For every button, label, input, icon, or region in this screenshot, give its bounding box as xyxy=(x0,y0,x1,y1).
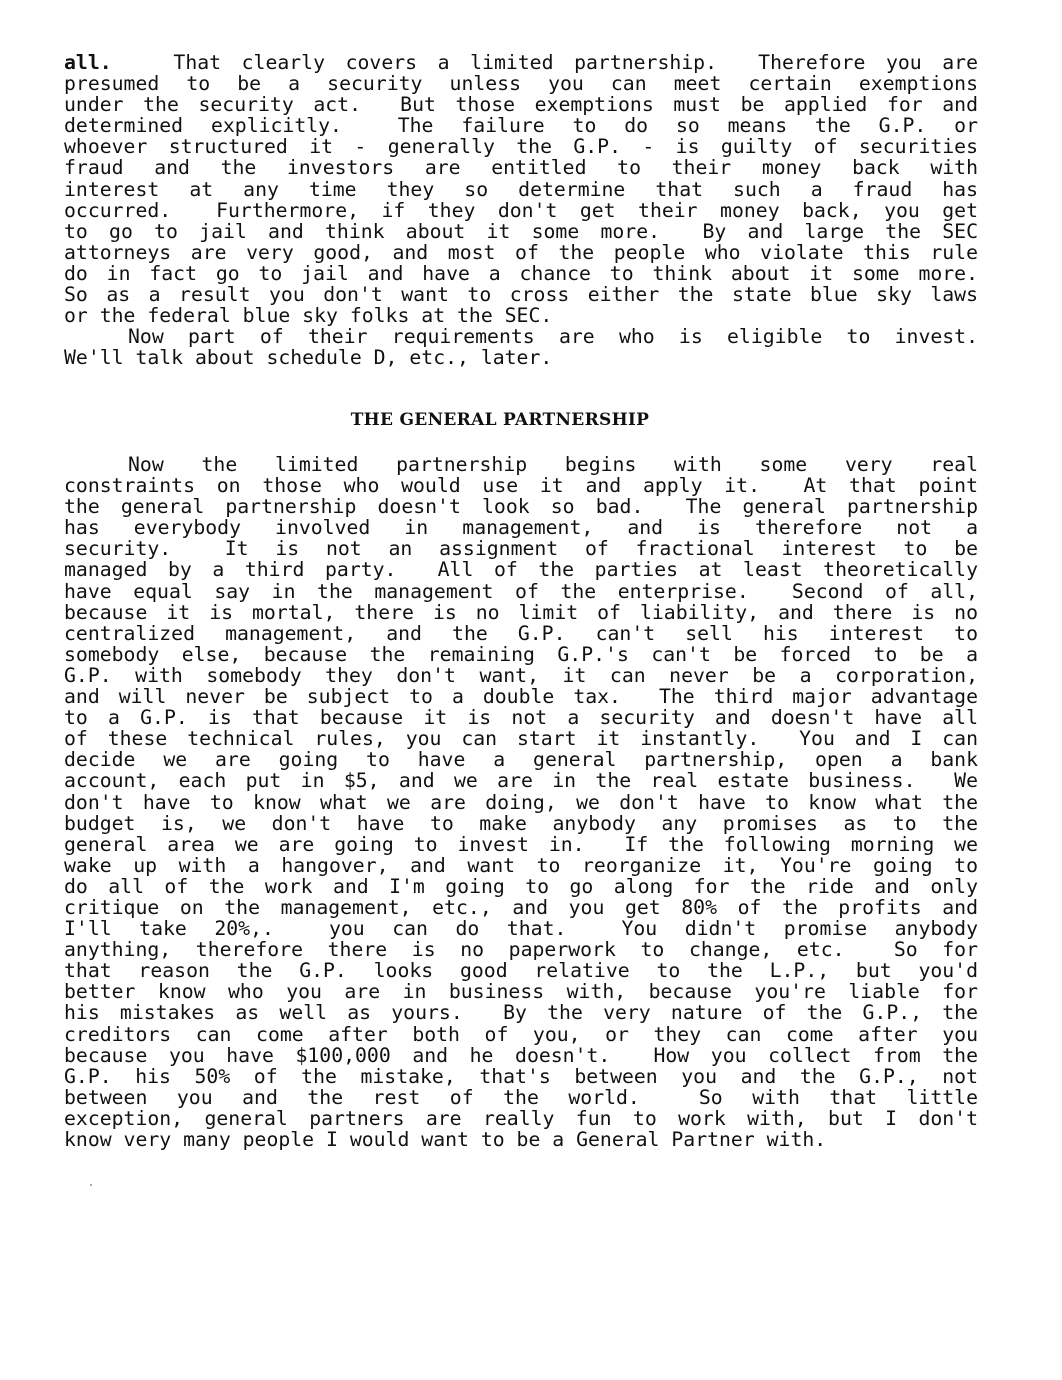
text-line: do all of the work and I'm going to go along for the ride and only xyxy=(64,875,978,897)
text-line: managed by a third party. All of the parties at least theoretically xyxy=(64,559,978,581)
text-line: the general partnership doesn't look so bad. The general partnership xyxy=(64,496,978,518)
text-line: G.P. his 50% of the mistake, that's between you and the G.P., not xyxy=(64,1065,978,1087)
text-line: anything, therefore there is no paperwork to change, etc. So for xyxy=(64,939,978,961)
text-line: that reason the G.P. looks good relative to the L.P., but you'd xyxy=(64,960,978,982)
text-line: do in fact go to jail and have a chance to think about it some more. xyxy=(64,262,978,285)
text-line: know very many people I would want to be a General Partner with. xyxy=(64,1129,827,1151)
text-line: budget is, we don't have to make anybody any promises as to the xyxy=(64,812,978,834)
text-line: determined explicitly. The failure to do so means the G.P. or xyxy=(64,115,978,137)
text-line: have equal say in the management of the enterprise. Second of all, xyxy=(64,580,978,602)
text-line: I'll take 20%,. you can do that. You didn't promise anybody xyxy=(64,918,978,940)
text-line: creditors can come after both of you, or they can come after you xyxy=(64,1023,978,1045)
text-line: or the federal blue sky folks at the SEC. xyxy=(64,305,553,327)
text-line: account, each put in $5, and we are in the real estate business. We xyxy=(64,770,978,792)
text-line: under the security act. But those exemptions must be applied for and xyxy=(64,94,978,116)
text-line: because you have $100,000 and he doesn't. How you collect from the xyxy=(64,1044,978,1066)
text-line: centralized management, and the G.P. can't sell his interest to xyxy=(64,622,978,644)
text-line: So as a result you don't want to cross either the state blue sky laws xyxy=(64,284,978,306)
text-line: his mistakes as well as yours. By the very nature of the G.P., the xyxy=(64,1002,978,1024)
text-line: of these technical rules, you can start it instantly. You and I can xyxy=(64,728,978,750)
text-line: fraud and the investors are entitled to their money back with xyxy=(64,157,978,179)
text-line: G.P. with somebody they don't want, it can never be a corporation, xyxy=(64,664,978,687)
scan-speck xyxy=(90,1184,92,1186)
text-line: because it is mortal, there is no limit of liability, and there is no xyxy=(64,601,978,623)
paragraph-general-partnership xyxy=(64,454,978,1150)
text-line: general area we are going to invest in. If the following morning we xyxy=(64,833,978,855)
paragraph-securities-law xyxy=(64,52,978,368)
text-line: between you and the rest of the world. So with that little xyxy=(64,1086,978,1108)
text-line: all. That clearly covers a limited partnership. Therefore you are xyxy=(64,52,978,74)
text-line: decide we are going to have a general partnership, open a bank xyxy=(64,749,978,771)
text-line: whoever structured it - generally the G.P. - is guilty of securities xyxy=(64,136,978,158)
text-line: better know who you are in business with, because you're liable for xyxy=(64,981,978,1003)
text-line: to go to jail and think about it some more. By and large the SEC xyxy=(64,220,978,242)
text-line: interest at any time they so determine that such a fraud has xyxy=(64,178,978,200)
text-line: Now part of their requirements are who is eligible to invest. xyxy=(128,326,978,348)
text-line: security. It is not an assignment of fractional interest to be xyxy=(64,538,978,560)
text-line: to a G.P. is that because it is not a security and doesn't have all xyxy=(64,707,978,729)
text-line: and will never be subject to a double tax. The third major advantage xyxy=(64,686,978,708)
lead-word: all. xyxy=(64,52,112,74)
text-line: exception, general partners are really fun to work with, but I don't xyxy=(64,1107,978,1129)
text-line: critique on the management, etc., and you get 80% of the profits and xyxy=(64,896,978,919)
text-line: constraints on those who would use it and apply it. At that point xyxy=(64,475,978,497)
text-line: don't have to know what we are doing, we don't have to know what the xyxy=(64,791,978,813)
text-line: presumed to be a security unless you can meet certain exemptions xyxy=(64,73,978,95)
text-line: Now the limited partnership begins with some very real xyxy=(128,454,978,476)
text-line: somebody else, because the remaining G.P.'s can't be forced to be a xyxy=(64,643,978,665)
text-line: wake up with a hangover, and want to reorganize it, You're going to xyxy=(64,854,978,876)
text-line: occurred. Furthermore, if they don't get their money back, you get xyxy=(64,199,978,221)
text-line: has everybody involved in management, and is therefore not a xyxy=(64,517,978,539)
text-line: We'll talk about schedule D, etc., later. xyxy=(64,347,553,369)
section-heading: THE GENERAL PARTNERSHIP xyxy=(350,410,650,430)
text-line: attorneys are very good, and most of the people who violate this rule xyxy=(64,241,978,263)
